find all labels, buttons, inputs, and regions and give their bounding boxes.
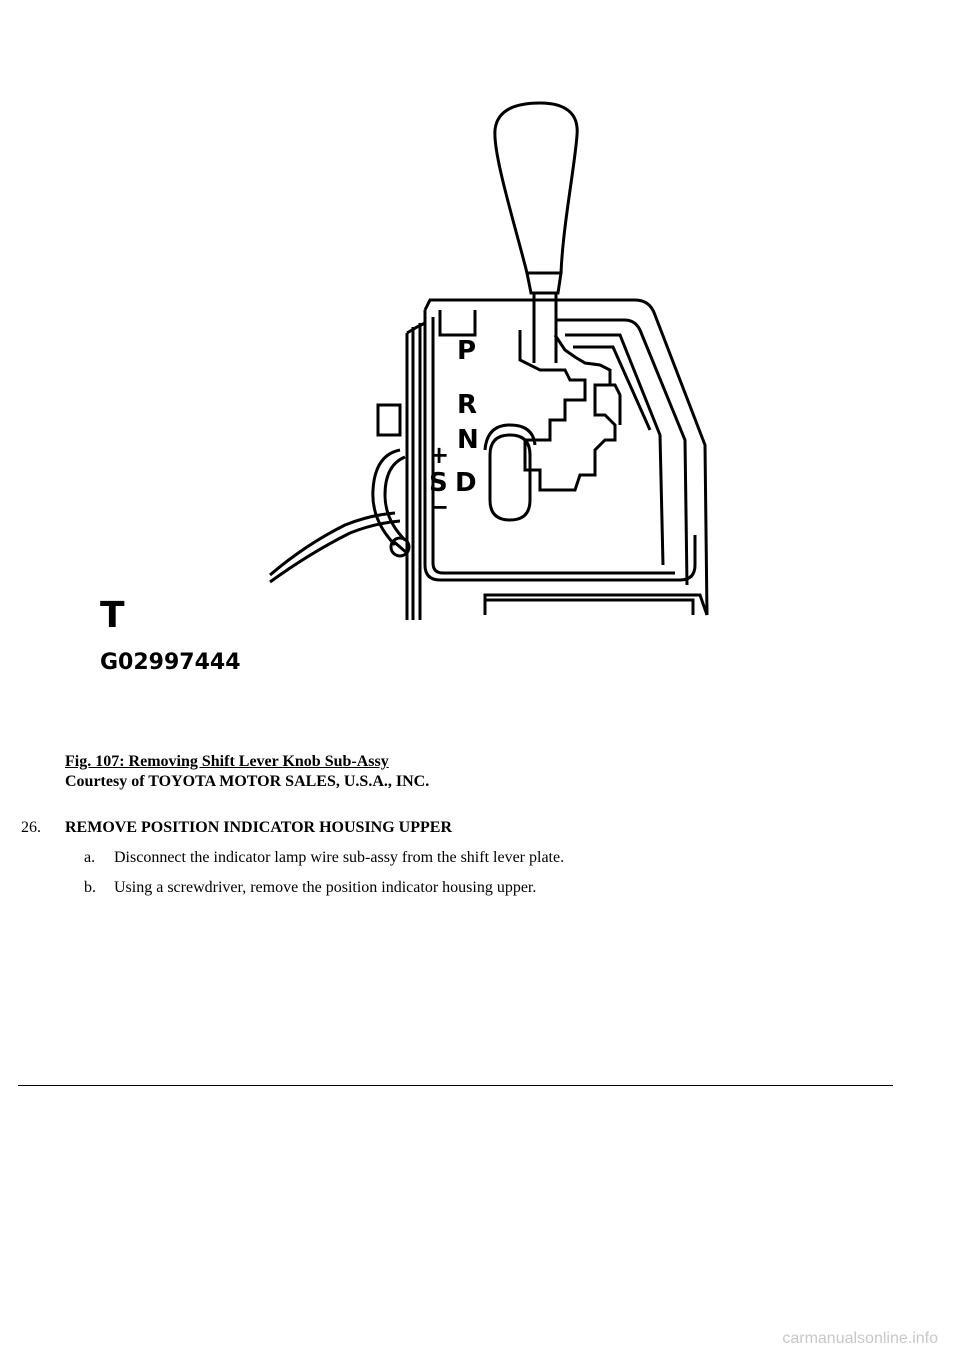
label-s: S bbox=[429, 468, 448, 498]
part-code: G02997444 bbox=[100, 650, 241, 675]
knob-collar bbox=[527, 273, 561, 293]
watermark: carmanualsonline.info bbox=[782, 1330, 938, 1347]
figure-credit: Courtesy of TOYOTA MOTOR SALES, U.S.A., INC. bbox=[65, 773, 430, 790]
substep-b bbox=[84, 878, 564, 898]
view-code: T bbox=[100, 595, 125, 636]
indicator-wire bbox=[373, 450, 405, 545]
substep-a bbox=[84, 848, 564, 868]
figure-caption bbox=[65, 752, 429, 792]
label-p: P bbox=[457, 336, 477, 366]
label-plus: + bbox=[429, 441, 450, 469]
shift-lever-illustration bbox=[95, 95, 735, 685]
side-bracket bbox=[378, 405, 400, 435]
label-minus: − bbox=[429, 493, 450, 521]
procedure-step bbox=[21, 818, 901, 838]
substep-text: Disconnect the indicator lamp wire sub-assy from the shift lever plate. bbox=[114, 849, 565, 866]
substep-label: a. bbox=[84, 849, 96, 866]
substep-list bbox=[84, 848, 564, 908]
label-n: N bbox=[457, 425, 479, 455]
step-heading: REMOVE POSITION INDICATOR HOUSING UPPER bbox=[65, 819, 453, 836]
shift-lever-drawing bbox=[95, 95, 735, 685]
label-d: D bbox=[455, 468, 477, 498]
console-inner-line bbox=[557, 320, 687, 585]
figure-title: Fig. 107: Removing Shift Lever Knob Sub-Assy bbox=[65, 753, 389, 770]
page-divider bbox=[18, 1085, 893, 1086]
lower-box bbox=[485, 595, 707, 615]
step-number: 26. bbox=[21, 819, 41, 836]
substep-label: b. bbox=[84, 879, 96, 896]
left-panel bbox=[407, 323, 420, 620]
shift-knob bbox=[495, 103, 577, 273]
lever-shaft bbox=[534, 293, 556, 363]
label-r: R bbox=[457, 390, 478, 420]
substep-text: Using a screwdriver, remove the position indicator housing upper. bbox=[114, 879, 537, 896]
